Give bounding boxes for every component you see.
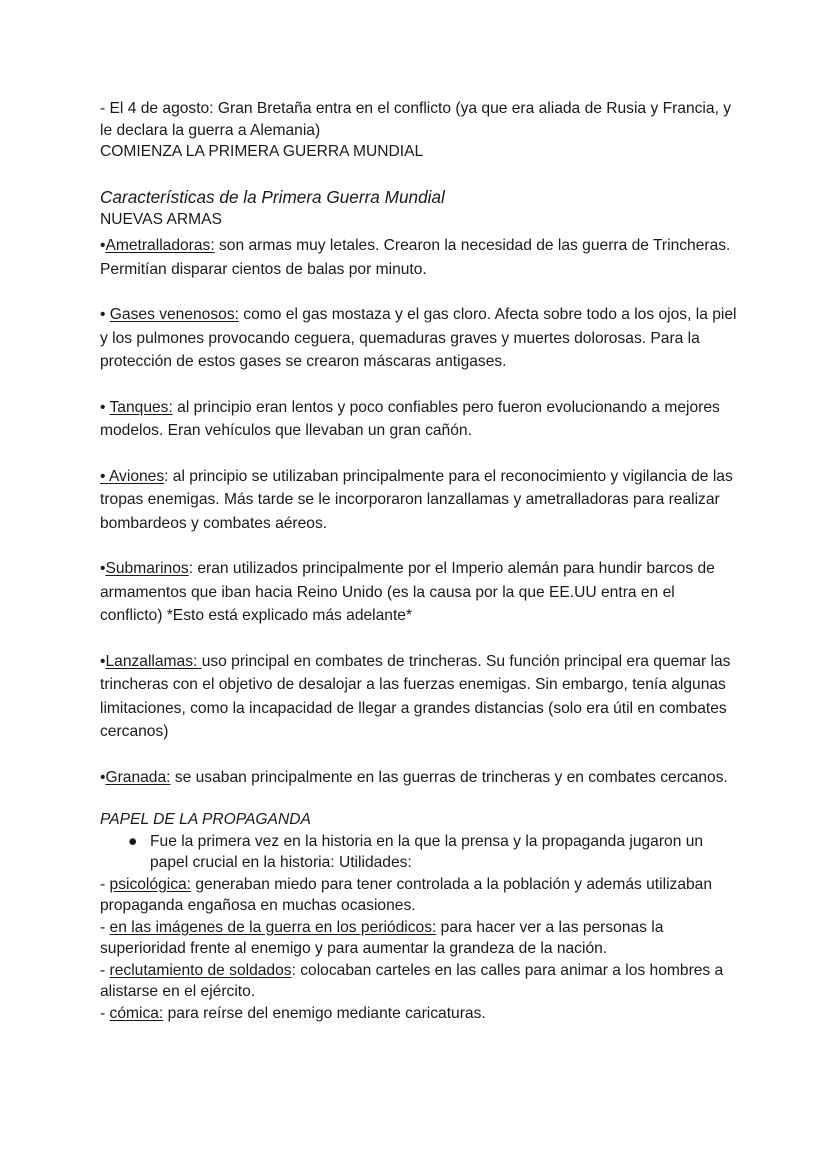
weapon-description: : al principio se utilizaban principalmente para el reconocimiento y vigilancia de las tropas enemigas. Más tarde se le incorporaron lanzallamas y ametralladoras para realizar bombardeos y combates aéreos.: [100, 467, 733, 532]
weapon-description: como el gas mostaza y el gas cloro. Afecta sobre todo a los ojos, la piel y los pulmones provocando ceguera, quemaduras graves y muertes dolorosas. Para la protección de estos gases se crearon máscaras antigases.: [100, 306, 737, 370]
propaganda-use-item: [100, 917, 740, 960]
propaganda-use-item: [100, 874, 740, 917]
bullet-glyph: •: [100, 768, 106, 786]
dash-glyph: -: [100, 875, 110, 893]
dash-glyph: -: [100, 1004, 110, 1022]
propaganda-use-item: [100, 1003, 740, 1025]
use-term: cómica:: [109, 1004, 164, 1022]
weapon-term: Gases venenosos:: [109, 306, 239, 323]
bullet-glyph: •: [100, 306, 110, 323]
weapon-term: Aviones: [108, 467, 165, 485]
intro-heading: COMIENZA LA PRIMERA GUERRA MUNDIAL: [100, 143, 424, 160]
bullet-glyph: •: [100, 467, 109, 485]
weapon-paragraph: [100, 557, 740, 628]
use-term: en las imágenes de la guerra en los periódicos:: [109, 918, 437, 936]
weapon-description: : eran utilizados principalmente por el Imperio alemán para hundir barcos de armamentos que iban hacia Reino Unido (es la causa por la que EE.UU entra en el conflicto) *Esto está explicado más adelante*: [100, 560, 715, 624]
bullet-glyph: •: [100, 237, 106, 254]
weapon-term: Lanzallamas:: [105, 652, 202, 670]
weapon-paragraph: [100, 303, 740, 374]
weapon-paragraph: [100, 396, 740, 443]
weapon-description: uso principal en combates de trincheras. Su función principal era quemar las trincheras con el objetivo de desalojar a las fuerzas enemigas. Sin embargo, tenía algunas limitaciones, como la incapacidad de llegar a grandes distancias (solo era útil en combates cercanos): [100, 652, 731, 740]
section-subtitle-new-weapons: NUEVAS ARMAS: [100, 210, 222, 228]
document-page: [100, 98, 740, 1024]
use-term: psicológica:: [109, 875, 192, 893]
propaganda-bullet-item: [100, 831, 740, 874]
section-title-propaganda: PAPEL DE LA PROPAGANDA: [100, 811, 311, 828]
weapon-paragraph: [100, 465, 740, 536]
weapon-description: se usaban principalmente en las guerras de trincheras y en combates cercanos.: [170, 768, 728, 786]
use-description: para reírse del enemigo mediante caricaturas.: [163, 1004, 486, 1022]
use-description: generaban miedo para tener controlada a la población y además utilizaban propaganda engañosa en muchas ocasiones.: [100, 875, 713, 914]
weapon-term: Ametralladoras:: [105, 237, 215, 254]
bullet-glyph: •: [100, 560, 106, 577]
use-description: : colocaban carteles en las calles para animar a los hombres a alistarse en el ejército.: [100, 961, 724, 1000]
propaganda-bullet-text: Fue la primera vez en la historia en la que la prensa y la propaganda jugaron un papel crucial en la historia: Utilidades:: [150, 832, 704, 871]
weapon-paragraph: [100, 650, 740, 744]
dash-glyph: -: [100, 918, 110, 936]
weapon-term: Submarinos: [105, 560, 189, 577]
weapon-term: Tanques:: [109, 398, 173, 416]
weapon-description: son armas muy letales. Crearon la necesidad de las guerra de Trincheras. Permitían disparar cientos de balas por minuto.: [100, 237, 731, 278]
section-title-characteristics: Características de la Primera Guerra Mundial: [100, 186, 445, 207]
use-term: reclutamiento de soldados: [109, 961, 292, 979]
weapon-paragraph: [100, 766, 740, 790]
weapon-term: Granada:: [105, 768, 171, 786]
weapon-description: al principio eran lentos y poco confiables pero fueron evolucionando a mejores modelos. Eran vehículos que llevaban un gran cañón.: [100, 398, 720, 439]
bullet-dot-icon: ●: [128, 832, 138, 850]
intro-line: - El 4 de agosto: Gran Bretaña entra en el conflicto (ya que era aliada de Rusia y Francia, y le declara la guerra a Alemania): [100, 100, 732, 139]
bullet-glyph: •: [100, 652, 106, 670]
weapon-paragraph: [100, 234, 740, 281]
propaganda-use-item: [100, 960, 740, 1003]
dash-glyph: -: [100, 961, 110, 979]
use-description: para hacer ver a las personas la superioridad frente al enemigo y para aumentar la grandeza de la nación.: [100, 918, 664, 957]
bullet-glyph: •: [100, 398, 110, 416]
